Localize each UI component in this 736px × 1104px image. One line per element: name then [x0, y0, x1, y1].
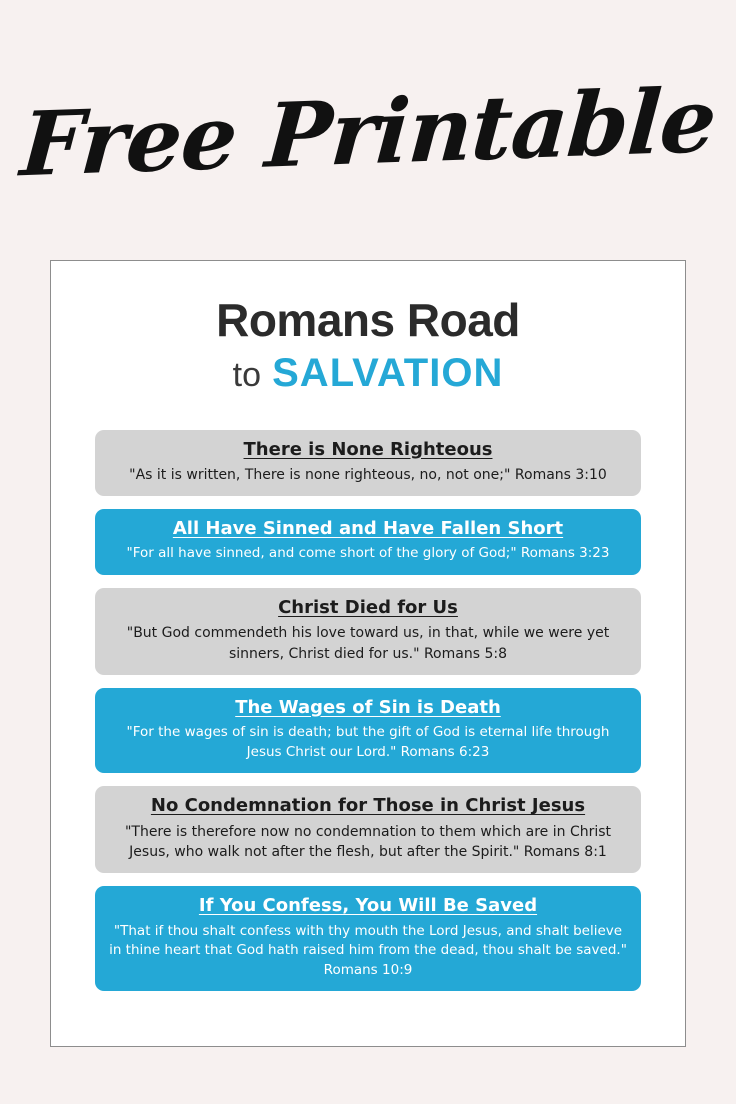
subtitle-lead: to: [232, 355, 261, 394]
title-block: [95, 295, 641, 394]
verse-card-heading: If You Confess, You Will Be Saved: [198, 895, 538, 917]
printable-sheet: [50, 260, 686, 1047]
verse-card-body: "But God commendeth his love toward us, in that, while we were yet sinners, Christ died for us." Romans 5:8: [126, 625, 610, 662]
banner-headline: Free Printable: [17, 67, 719, 197]
page-title: Romans Road: [216, 294, 520, 346]
verse-card-body: "There is therefore now no condemnation to them which are in Christ Jesus, who walk not after the flesh, but after the Spirit." Romans 8:1: [124, 823, 612, 860]
verse-card-body: "That if thou shalt confess with thy mouth the Lord Jesus, and shalt believe in thine heart that God hath raised him from the dead, thou shalt be saved." Romans 10:9: [109, 922, 627, 978]
verse-card-heading: All Have Sinned and Have Fallen Short: [172, 518, 564, 540]
verse-card: [95, 786, 641, 873]
verse-card-body: "For all have sinned, and come short of the glory of God;" Romans 3:23: [126, 545, 610, 562]
verse-card-heading: There is None Righteous: [243, 438, 493, 460]
verse-card: [95, 430, 641, 497]
verse-card: [95, 886, 641, 991]
subtitle-accent: SALVATION: [272, 350, 504, 395]
verse-card: [95, 588, 641, 675]
verse-card-list: [95, 430, 641, 992]
verse-card-heading: Christ Died for Us: [278, 597, 458, 619]
verse-card-heading: The Wages of Sin is Death: [235, 696, 501, 718]
verse-card: [95, 688, 641, 773]
verse-card-body: "As it is written, There is none righteous, no, not one;" Romans 3:10: [129, 466, 607, 483]
banner: [0, 0, 736, 240]
verse-card-heading: No Condemnation for Those in Christ Jesus: [150, 795, 586, 817]
verse-card: [95, 509, 641, 575]
verse-card-body: "For the wages of sin is death; but the gift of God is eternal life through Jesus Christ our Lord." Romans 6:23: [126, 724, 610, 760]
page-subtitle: [95, 352, 641, 394]
